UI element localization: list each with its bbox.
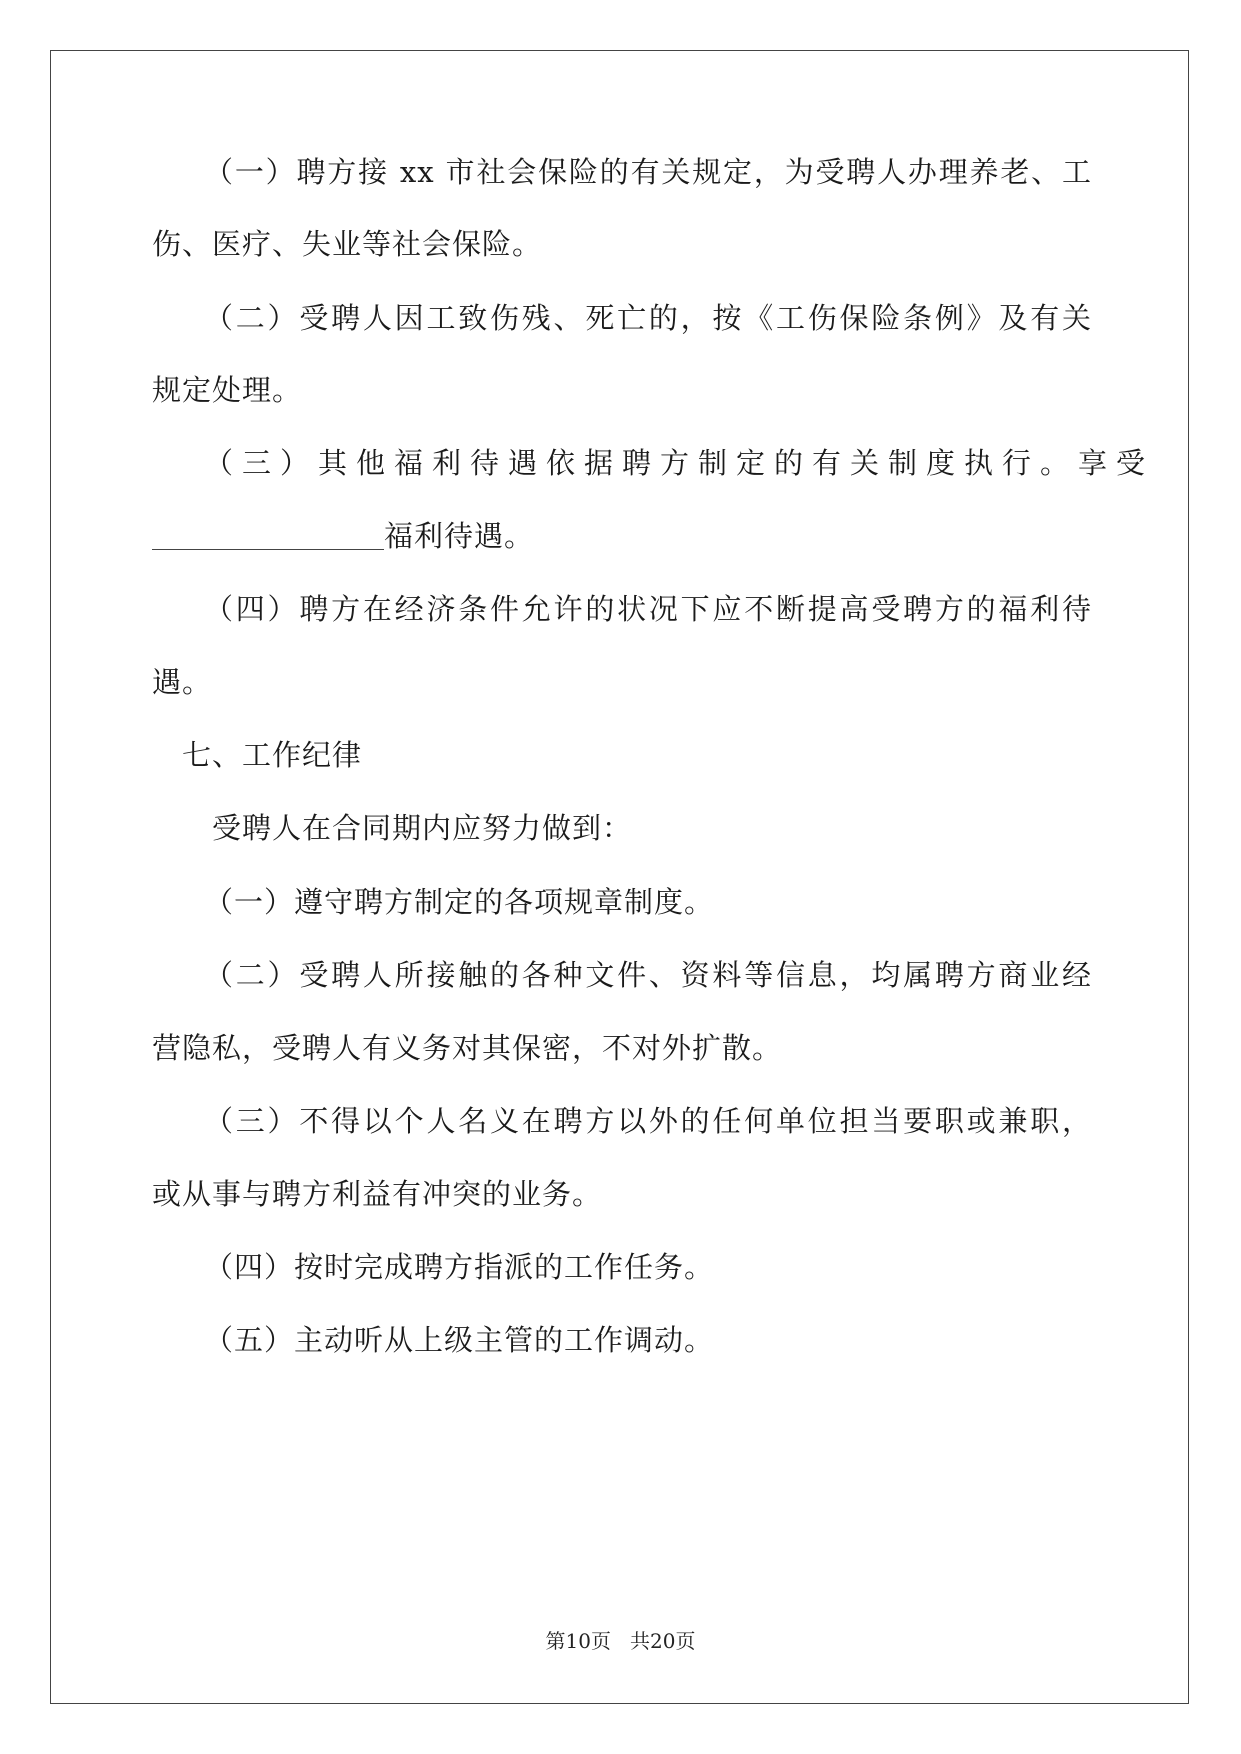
paragraph-line: 规定处理。 [152, 373, 303, 407]
paragraph-line: 遇。 [152, 665, 213, 699]
page-total: 共20页 [630, 1629, 696, 1653]
paragraph-line: （二）受聘人因工致伤残、死亡的，按《工伤保险条例》及有关 [204, 301, 1092, 335]
paragraph-line: （二）受聘人所接触的各种文件、资料等信息，均属聘方商业经 [204, 958, 1092, 992]
paragraph-text: 福利待遇。 [384, 519, 535, 553]
paragraph-line-with-blank [152, 516, 1092, 556]
paragraph-line: （三）不得以个人名义在聘方以外的任何单位担当要职或兼职， [204, 1104, 1092, 1138]
paragraph-line: （五）主动听从上级主管的工作调动。 [204, 1323, 715, 1357]
fill-in-blank [152, 519, 384, 550]
paragraph-line: 受聘人在合同期内应努力做到： [212, 811, 633, 845]
paragraph-line: 伤、医疗、失业等社会保险。 [152, 227, 543, 261]
page-footer [0, 1627, 1241, 1655]
paragraph-line: （三）其他福利待遇依据聘方制定的有关制度执行。享受 [204, 446, 1155, 480]
paragraph-line: （一）遵守聘方制定的各项规章制度。 [204, 885, 715, 919]
paragraph-line: 或从事与聘方利益有冲突的业务。 [152, 1177, 603, 1211]
paragraph-line: 营隐私，受聘人有义务对其保密，不对外扩散。 [152, 1031, 783, 1065]
page-number: 第10页 [545, 1629, 611, 1653]
section-heading: 七、工作纪律 [182, 738, 363, 772]
paragraph-line: （一）聘方接 xx 市社会保险的有关规定，为受聘人办理养老、工 [204, 155, 1092, 189]
paragraph-line: （四）按时完成聘方指派的工作任务。 [204, 1250, 715, 1284]
paragraph-line: （四）聘方在经济条件允许的状况下应不断提高受聘方的福利待 [204, 592, 1092, 626]
